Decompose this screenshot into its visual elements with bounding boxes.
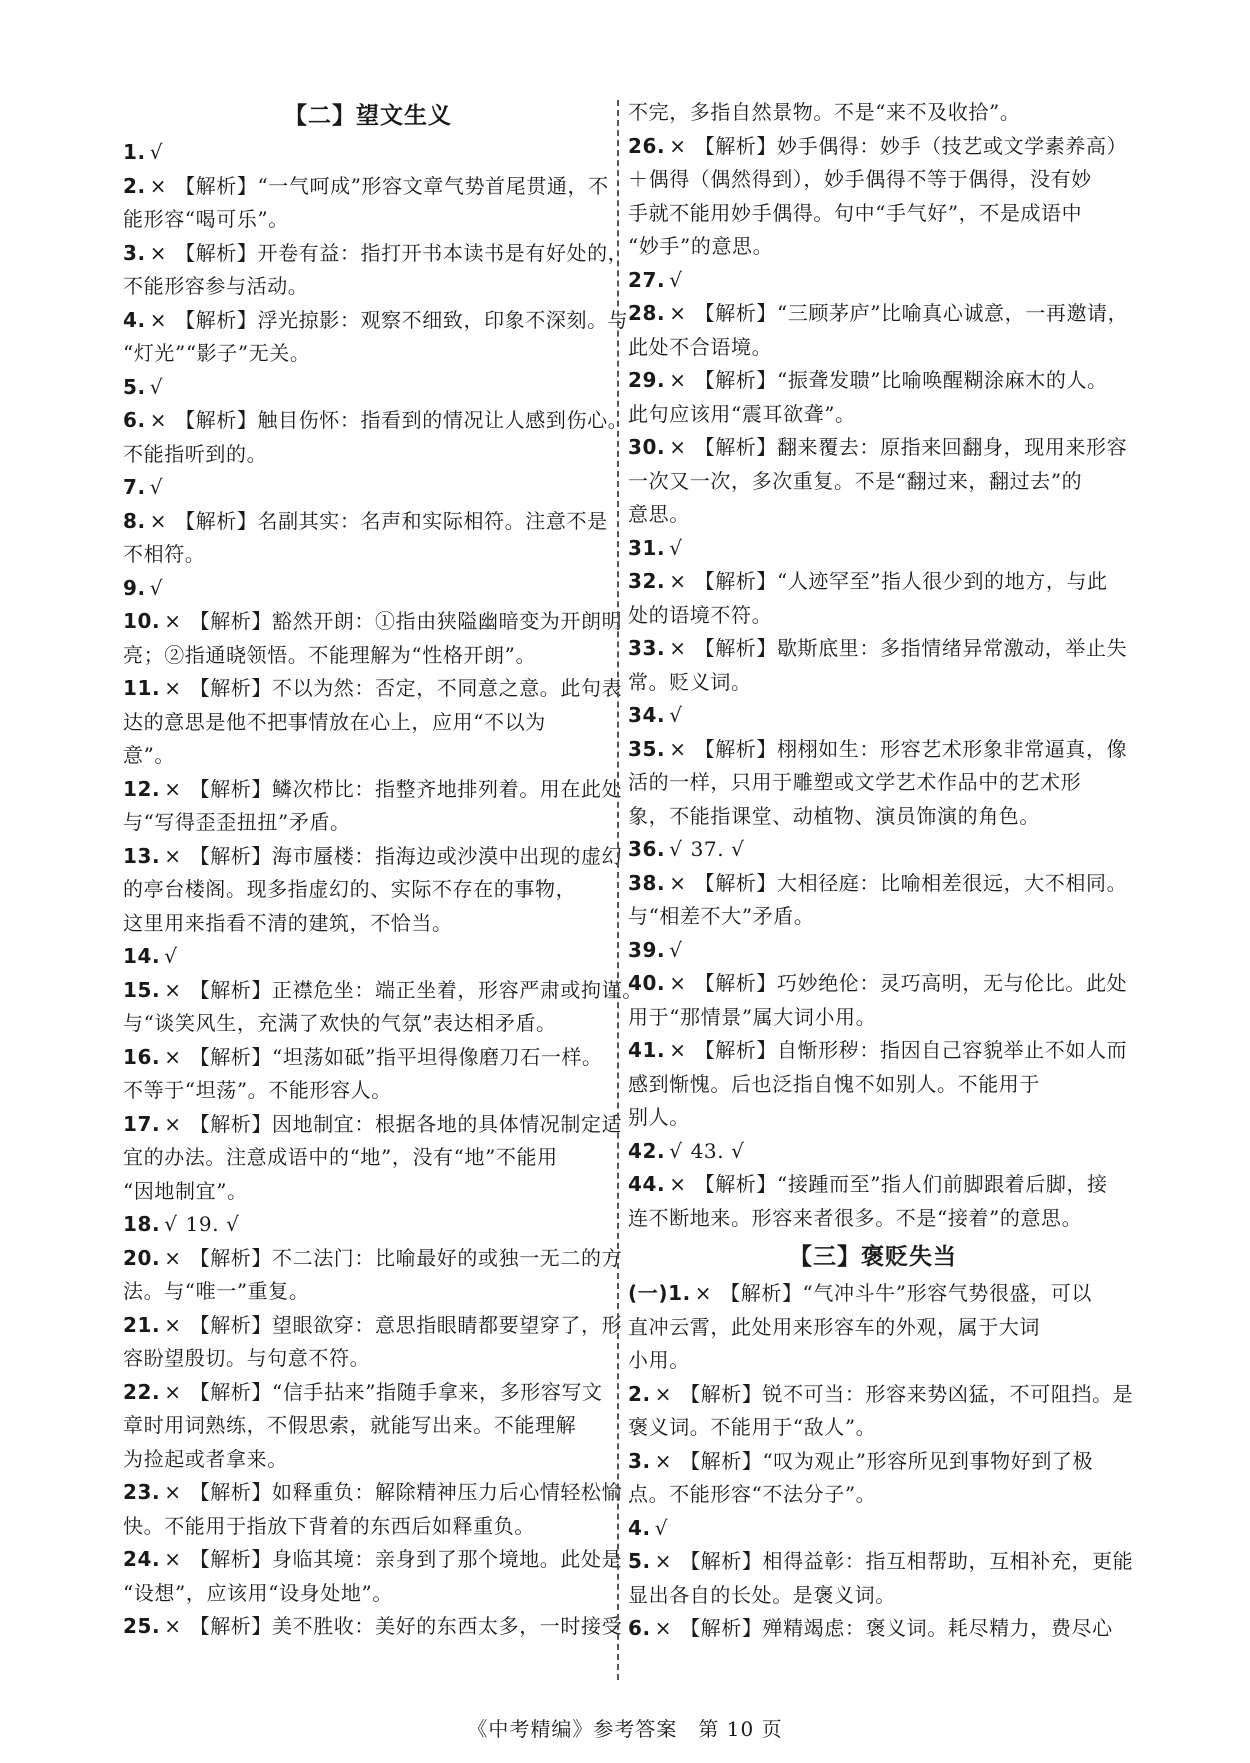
answer-item bbox=[123, 304, 629, 338]
cross-mark: × bbox=[669, 301, 687, 325]
answer-continuation bbox=[123, 1275, 613, 1309]
cross-mark: × bbox=[164, 977, 182, 1002]
answer-item bbox=[123, 237, 629, 271]
answer-number: 30. bbox=[628, 435, 666, 459]
answer-continuation bbox=[123, 1409, 613, 1443]
answer-number: 14. bbox=[123, 944, 161, 968]
answer-item bbox=[628, 867, 1128, 901]
answer-continuation bbox=[628, 1344, 1118, 1378]
cross-mark: × bbox=[669, 736, 687, 761]
answer-continuation bbox=[628, 398, 1118, 432]
cross-mark: × bbox=[149, 307, 168, 332]
check-mark: √ bbox=[149, 475, 164, 499]
answer-text: 感到惭愧。后也泛指自愧不如别人。不能用于 bbox=[628, 1071, 1040, 1096]
answer-text: 章时用词熟练，不假思索，就能写出来。不能理解 bbox=[123, 1413, 577, 1437]
answer-continuation bbox=[628, 666, 1118, 700]
answer-item bbox=[628, 733, 1128, 767]
cross-mark: × bbox=[669, 1172, 687, 1196]
answer-text: 【解析】正襟危坐：端正坐着，形容严肃或拘谨。 bbox=[189, 977, 643, 1002]
answer-text: 【解析】如释重负：解除精神压力后心情轻松愉 bbox=[189, 1480, 623, 1504]
answer-item bbox=[123, 840, 623, 874]
answer-item bbox=[123, 1309, 623, 1343]
answer-text: 的亭台楼阁。现多指虚幻的、实际不存在的事物， bbox=[123, 877, 577, 901]
answer-text: 【解析】栩栩如生：形容艺术形象非常逼真，像 bbox=[694, 736, 1128, 761]
answer-continuation bbox=[123, 739, 613, 773]
answer-item bbox=[123, 371, 613, 405]
answer-item bbox=[123, 1108, 623, 1142]
cross-mark: × bbox=[164, 1379, 182, 1404]
answer-item bbox=[628, 1378, 1134, 1412]
answer-continuation bbox=[123, 538, 613, 572]
cross-mark: × bbox=[164, 776, 182, 801]
answer-continuation bbox=[123, 706, 613, 740]
answer-text: 【解析】不以为然：否定，不同意之意。此句表 bbox=[189, 676, 623, 700]
answer-continuation bbox=[123, 1577, 613, 1611]
answer-number: 15. bbox=[123, 977, 161, 1002]
left-column bbox=[123, 96, 643, 1644]
answer-continuation bbox=[123, 1510, 613, 1544]
answer-item bbox=[628, 1512, 1118, 1546]
answer-text: 19. √ bbox=[185, 1212, 240, 1236]
cross-mark: × bbox=[164, 1547, 182, 1571]
answer-number: 22. bbox=[123, 1379, 161, 1404]
answer-continuation bbox=[123, 1342, 613, 1376]
answer-item bbox=[628, 264, 1118, 298]
cross-mark: × bbox=[669, 435, 687, 459]
cross-mark: × bbox=[669, 569, 687, 593]
answer-number: 4. bbox=[628, 1515, 651, 1540]
answer-text: 【解析】翻来覆去：原指来回翻身，现用来形容 bbox=[694, 435, 1128, 459]
answer-text: 点。不能形容“不法分子”。 bbox=[628, 1482, 877, 1506]
answer-item bbox=[628, 297, 1129, 331]
answer-continuation bbox=[628, 766, 1118, 800]
answer-text: 【解析】“接踵而至”指人们前脚跟着后脚，接 bbox=[694, 1172, 1108, 1196]
answer-text: 达的意思是他不把事情放在心上，应用“不以为 bbox=[123, 709, 546, 734]
answer-text: 常。贬义词。 bbox=[628, 669, 752, 694]
answer-item bbox=[628, 1168, 1118, 1202]
answer-item bbox=[123, 471, 613, 505]
answer-text: 不能形容参与活动。 bbox=[123, 274, 309, 298]
answer-text: 【解析】触目伤怀：指看到的情况让人感到伤心。 bbox=[175, 408, 629, 432]
answer-number: 24. bbox=[123, 1547, 161, 1571]
check-mark: √ bbox=[669, 837, 683, 861]
answer-text: 显出各自的长处。是褒义词。 bbox=[628, 1582, 896, 1607]
answer-number: 23. bbox=[123, 1480, 161, 1504]
answer-continuation bbox=[123, 907, 613, 941]
answer-text: 【解析】美不胜收：美好的东西太多，一时接受 bbox=[189, 1614, 623, 1638]
answer-text: 用于“那情景”属大词小用。 bbox=[628, 1004, 877, 1029]
right-answer-list-a bbox=[628, 96, 1129, 1235]
check-mark: √ bbox=[654, 1515, 669, 1540]
answer-text: 不等于“坦荡”。不能形容人。 bbox=[123, 1078, 392, 1102]
answer-continuation bbox=[628, 800, 1118, 834]
answer-item bbox=[123, 572, 613, 606]
cross-mark: × bbox=[669, 870, 687, 895]
answer-item bbox=[123, 773, 623, 807]
answer-text: 小用。 bbox=[628, 1348, 690, 1372]
answer-text: 象，不能指课堂、动植物、演员饰演的角色。 bbox=[628, 803, 1040, 828]
answer-number: 27. bbox=[628, 267, 666, 292]
answer-continuation bbox=[628, 900, 1118, 934]
answer-continuation bbox=[123, 1141, 613, 1175]
answer-number: 28. bbox=[628, 301, 666, 325]
answer-text: 意”。 bbox=[123, 743, 176, 767]
answer-item bbox=[628, 833, 1118, 867]
answer-text: ＋偶得（偶然得到），妙手偶得不等于偶得，没有妙 bbox=[628, 167, 1092, 191]
cross-mark: × bbox=[654, 1616, 673, 1640]
answer-continuation bbox=[628, 1202, 1118, 1236]
cross-mark: × bbox=[694, 1281, 713, 1305]
left-answer-list bbox=[123, 136, 643, 1644]
answer-continuation bbox=[123, 203, 613, 237]
answer-text: 连不断地来。形容来者很多。不是“接着”的意思。 bbox=[628, 1205, 1083, 1230]
answer-text: 【解析】海市蜃楼：指海边或沙漠中出现的虚幻 bbox=[189, 843, 623, 868]
answer-text: 亮；②指通晓领悟。不能理解为“性格开朗”。 bbox=[123, 642, 537, 667]
answer-continuation bbox=[123, 337, 613, 371]
cross-mark: × bbox=[669, 1038, 687, 1062]
answer-continuation bbox=[628, 1579, 1118, 1613]
answer-item bbox=[628, 1135, 1118, 1169]
answer-text: 【解析】相得益彰：指互相帮助，互相补充，更能 bbox=[680, 1549, 1134, 1573]
answer-text: 处的语境不符。 bbox=[628, 602, 773, 627]
answer-number: 11. bbox=[123, 676, 161, 700]
answer-item bbox=[628, 1034, 1128, 1068]
answer-text: 【解析】因地制宜：根据各地的具体情况制定适 bbox=[189, 1111, 623, 1136]
answer-item bbox=[123, 605, 623, 639]
answer-continuation bbox=[123, 1443, 613, 1477]
cross-mark: × bbox=[164, 1312, 182, 1337]
answer-text: 与“谈笑风生，充满了欢快的气氛”表达相矛盾。 bbox=[123, 1011, 557, 1035]
answer-number: (一)1. bbox=[628, 1281, 691, 1305]
cross-mark: × bbox=[149, 408, 168, 432]
answer-number: 17. bbox=[123, 1111, 161, 1136]
answer-number: 35. bbox=[628, 736, 666, 761]
cross-mark: × bbox=[654, 1381, 673, 1406]
answer-continuation bbox=[123, 270, 613, 304]
answer-text: “因地制宜”。 bbox=[123, 1178, 248, 1203]
answer-number: 31. bbox=[628, 535, 666, 560]
answer-item bbox=[123, 940, 613, 974]
answer-item bbox=[123, 170, 613, 204]
answer-text: 【解析】“一气呵成”形容文章气势首尾贯通，不 bbox=[175, 173, 609, 198]
answer-text: 43. √ bbox=[690, 1138, 745, 1163]
answer-text: 不完，多指自然景物。不是“来不及收拾”。 bbox=[628, 100, 1021, 124]
column-divider bbox=[617, 100, 619, 1680]
answer-continuation bbox=[628, 599, 1118, 633]
answer-continuation bbox=[628, 1411, 1118, 1445]
answer-text: 【解析】锐不可当：形容来势凶猛，不可阻挡。是 bbox=[680, 1381, 1134, 1406]
answer-number: 9. bbox=[123, 575, 146, 600]
answer-item bbox=[628, 1612, 1118, 1646]
answer-number: 41. bbox=[628, 1038, 666, 1062]
answer-continuation bbox=[123, 806, 613, 840]
answer-number: 3. bbox=[123, 240, 146, 265]
answer-text: 活的一样，只用于雕塑或文学艺术作品中的艺术形 bbox=[628, 770, 1082, 794]
page-footer: 《中考精编》参考答案 第 10 页 bbox=[467, 1717, 783, 1741]
answer-text: 与“写得歪歪扭扭”矛盾。 bbox=[123, 810, 351, 834]
answer-item bbox=[628, 1277, 1118, 1311]
answer-text: 【解析】名副其实：名声和实际相符。注意不是 bbox=[175, 508, 608, 533]
answer-item bbox=[628, 1445, 1118, 1479]
answer-number: 4. bbox=[123, 307, 146, 332]
answer-text: 不相符。 bbox=[123, 542, 206, 566]
answer-text: 【解析】殚精竭虑：褒义词。耗尽精力，费尽心 bbox=[680, 1616, 1113, 1640]
answer-number: 18. bbox=[123, 1212, 161, 1236]
answer-item bbox=[628, 532, 1118, 566]
answer-item bbox=[123, 1242, 623, 1276]
section-title-2: 【二】望文生义 bbox=[284, 103, 452, 129]
answer-item bbox=[123, 1376, 613, 1410]
answer-continuation bbox=[123, 1074, 613, 1108]
check-mark: √ bbox=[669, 703, 683, 727]
answer-number: 8. bbox=[123, 508, 146, 533]
answer-continuation bbox=[628, 498, 1118, 532]
cross-mark: × bbox=[669, 971, 687, 995]
answer-item bbox=[123, 136, 613, 170]
cross-mark: × bbox=[669, 368, 687, 392]
check-mark: √ bbox=[669, 1138, 683, 1163]
answer-number: 12. bbox=[123, 776, 161, 801]
answer-item bbox=[123, 1041, 613, 1075]
cross-mark: × bbox=[669, 636, 687, 660]
cross-mark: × bbox=[654, 1448, 673, 1473]
cross-mark: × bbox=[149, 173, 168, 198]
answer-text: 【解析】“气冲斗牛”形容气势很盛，可以 bbox=[720, 1281, 1093, 1305]
answer-number: 3. bbox=[628, 1448, 651, 1473]
answer-number: 10. bbox=[123, 609, 161, 633]
answer-text: 【解析】身临其境：亲身到了那个境地。此处是 bbox=[189, 1547, 623, 1571]
answer-continuation bbox=[628, 96, 1118, 130]
cross-mark: × bbox=[149, 508, 168, 533]
answer-text: “妙手”的意思。 bbox=[628, 234, 774, 258]
section-title-3: 【三】褒贬失当 bbox=[789, 1244, 957, 1270]
answer-number: 2. bbox=[628, 1381, 651, 1406]
check-mark: √ bbox=[149, 374, 164, 399]
answer-continuation bbox=[628, 163, 1118, 197]
check-mark: √ bbox=[164, 1212, 178, 1236]
cross-mark: × bbox=[164, 1044, 182, 1069]
check-mark: √ bbox=[149, 575, 164, 600]
answer-number: 6. bbox=[628, 1616, 651, 1640]
answer-number: 32. bbox=[628, 569, 666, 593]
answer-number: 26. bbox=[628, 133, 666, 158]
answer-text: 【解析】开卷有益：指打开书本读书是有好处的， bbox=[175, 240, 629, 265]
answer-number: 21. bbox=[123, 1312, 161, 1337]
answer-item bbox=[123, 1610, 623, 1644]
check-mark: √ bbox=[164, 944, 178, 968]
answer-text: 【解析】自惭形秽：指因自己容貌举止不如人而 bbox=[694, 1038, 1128, 1062]
answer-text: 与“相差不大”矛盾。 bbox=[628, 904, 815, 928]
answer-continuation bbox=[628, 197, 1118, 231]
cross-mark: × bbox=[164, 676, 182, 700]
answer-text: 【解析】望眼欲穿：意思指眼睛都要望穿了，形 bbox=[189, 1312, 623, 1337]
cross-mark: × bbox=[654, 1549, 673, 1573]
answer-item bbox=[123, 974, 643, 1008]
answer-text: 【解析】豁然开朗：①指由狭隘幽暗变为开朗明 bbox=[189, 609, 623, 633]
answer-continuation bbox=[628, 1068, 1118, 1102]
answer-text: 不能指听到的。 bbox=[123, 441, 268, 466]
answer-item bbox=[628, 967, 1128, 1001]
answer-text: 【解析】歇斯底里：多指情绪异常激动，举止失 bbox=[694, 636, 1128, 660]
cross-mark: × bbox=[149, 240, 168, 265]
answer-text: 【解析】巧妙绝伦：灵巧高明，无与伦比。此处 bbox=[694, 971, 1128, 995]
answer-text: 法。与“唯一”重复。 bbox=[123, 1279, 310, 1303]
answer-continuation bbox=[628, 230, 1118, 264]
answer-item bbox=[628, 699, 1118, 733]
answer-item bbox=[123, 672, 623, 706]
answer-text: 37. √ bbox=[690, 837, 745, 861]
answer-number: 39. bbox=[628, 937, 666, 962]
answer-continuation bbox=[628, 1478, 1118, 1512]
answer-item bbox=[628, 934, 1118, 968]
answer-text: 褒义词。不能用于“敌人”。 bbox=[628, 1415, 877, 1439]
answer-number: 29. bbox=[628, 368, 666, 392]
answer-continuation bbox=[628, 1001, 1118, 1035]
check-mark: √ bbox=[669, 267, 683, 292]
check-mark: √ bbox=[669, 937, 683, 962]
answer-text: 直冲云霄，此处用来形容车的外观，属于大词 bbox=[628, 1314, 1040, 1339]
answer-number: 1. bbox=[123, 140, 146, 164]
answer-continuation bbox=[628, 331, 1118, 365]
answer-continuation bbox=[123, 1007, 613, 1041]
answer-item bbox=[628, 431, 1128, 465]
answer-item bbox=[123, 1543, 623, 1577]
answer-number: 5. bbox=[123, 374, 146, 399]
answer-item bbox=[628, 632, 1128, 666]
answer-number: 34. bbox=[628, 703, 666, 727]
answer-item bbox=[628, 364, 1118, 398]
answer-number: 36. bbox=[628, 837, 666, 861]
answer-item bbox=[123, 1208, 613, 1242]
right-column bbox=[628, 96, 1134, 1646]
answer-text: 意思。 bbox=[628, 502, 690, 526]
cross-mark: × bbox=[164, 843, 182, 868]
answer-text: 为捡起或者拿来。 bbox=[123, 1446, 288, 1471]
check-mark: √ bbox=[149, 140, 164, 164]
answer-text: “灯光”“影子”无关。 bbox=[123, 341, 311, 365]
answer-number: 13. bbox=[123, 843, 161, 868]
answer-number: 25. bbox=[123, 1614, 161, 1638]
answer-text: 【解析】不二法门：比喻最好的或独一无二的方 bbox=[189, 1245, 623, 1270]
check-mark: √ bbox=[669, 535, 683, 560]
answer-number: 42. bbox=[628, 1138, 666, 1163]
answer-text: 此句应该用“震耳欲聋”。 bbox=[628, 401, 856, 426]
answer-text: “设想”，应该用“设身处地”。 bbox=[123, 1580, 393, 1605]
answer-text: 能形容“喝可乐”。 bbox=[123, 207, 289, 231]
answer-item bbox=[123, 505, 613, 539]
answer-text: 【解析】鳞次栉比：指整齐地排列着。用在此处 bbox=[189, 776, 623, 801]
answer-item bbox=[628, 565, 1118, 599]
answer-text: 宜的办法。注意成语中的“地”，没有“地”不能用 bbox=[123, 1145, 558, 1169]
right-answer-list-b bbox=[628, 1277, 1134, 1646]
cross-mark: × bbox=[164, 609, 182, 633]
answer-text: 【解析】“坦荡如砥”指平坦得像磨刀石一样。 bbox=[189, 1044, 603, 1069]
answer-item bbox=[628, 1545, 1134, 1579]
answer-text: 【解析】妙手偶得：妙手（技艺或文学素养高） bbox=[694, 133, 1128, 158]
answer-text: 别人。 bbox=[628, 1105, 690, 1129]
cross-mark: × bbox=[164, 1614, 182, 1638]
cross-mark: × bbox=[669, 133, 687, 158]
answer-text: 【解析】浮光掠影：观察不细致，印象不深刻。与 bbox=[175, 307, 629, 332]
answer-text: 【解析】大相径庭：比喻相差很远，大不相同。 bbox=[694, 870, 1128, 895]
answer-number: 33. bbox=[628, 636, 666, 660]
answer-item bbox=[123, 1476, 623, 1510]
cross-mark: × bbox=[164, 1111, 182, 1136]
answer-text: 一次又一次，多次重复。不是“翻过来，翻过去”的 bbox=[628, 468, 1083, 493]
answer-text: 这里用来指看不清的建筑，不恰当。 bbox=[123, 910, 453, 935]
answer-continuation bbox=[123, 873, 613, 907]
answer-number: 7. bbox=[123, 475, 146, 499]
answer-number: 5. bbox=[628, 1549, 651, 1573]
answer-text: 此处不合语境。 bbox=[628, 334, 773, 359]
cross-mark: × bbox=[164, 1480, 182, 1504]
answer-number: 2. bbox=[123, 173, 146, 198]
answer-text: 【解析】“叹为观止”形容所见到事物好到了极 bbox=[680, 1448, 1094, 1473]
answer-continuation bbox=[628, 1101, 1118, 1135]
answer-number: 16. bbox=[123, 1044, 161, 1069]
answer-number: 6. bbox=[123, 408, 146, 432]
answer-number: 44. bbox=[628, 1172, 666, 1196]
answer-text: 【解析】“三顾茅庐”比喻真心诚意，一再邀请， bbox=[694, 301, 1129, 325]
answer-continuation bbox=[123, 438, 613, 472]
answer-text: 【解析】“振聋发聩”比喻唤醒糊涂麻木的人。 bbox=[694, 368, 1108, 392]
answer-continuation bbox=[628, 465, 1118, 499]
answer-item bbox=[123, 404, 629, 438]
answer-number: 38. bbox=[628, 870, 666, 895]
answer-text: 【解析】“信手拈来”指随手拿来，多形容写文 bbox=[189, 1379, 603, 1404]
answer-number: 20. bbox=[123, 1245, 161, 1270]
cross-mark: × bbox=[164, 1245, 182, 1270]
answer-text: 快。不能用于指放下背着的东西后如释重负。 bbox=[123, 1513, 535, 1538]
answer-number: 40. bbox=[628, 971, 666, 995]
answer-continuation bbox=[628, 1311, 1118, 1345]
answer-text: 【解析】“人迹罕至”指人很少到的地方，与此 bbox=[694, 569, 1108, 593]
answer-text: 容盼望殷切。与句意不符。 bbox=[123, 1346, 371, 1370]
answer-text: 手就不能用妙手偶得。句中“手气好”，不是成语中 bbox=[628, 200, 1083, 225]
answer-item bbox=[628, 130, 1128, 164]
answer-continuation bbox=[123, 639, 613, 673]
answer-continuation bbox=[123, 1175, 613, 1209]
